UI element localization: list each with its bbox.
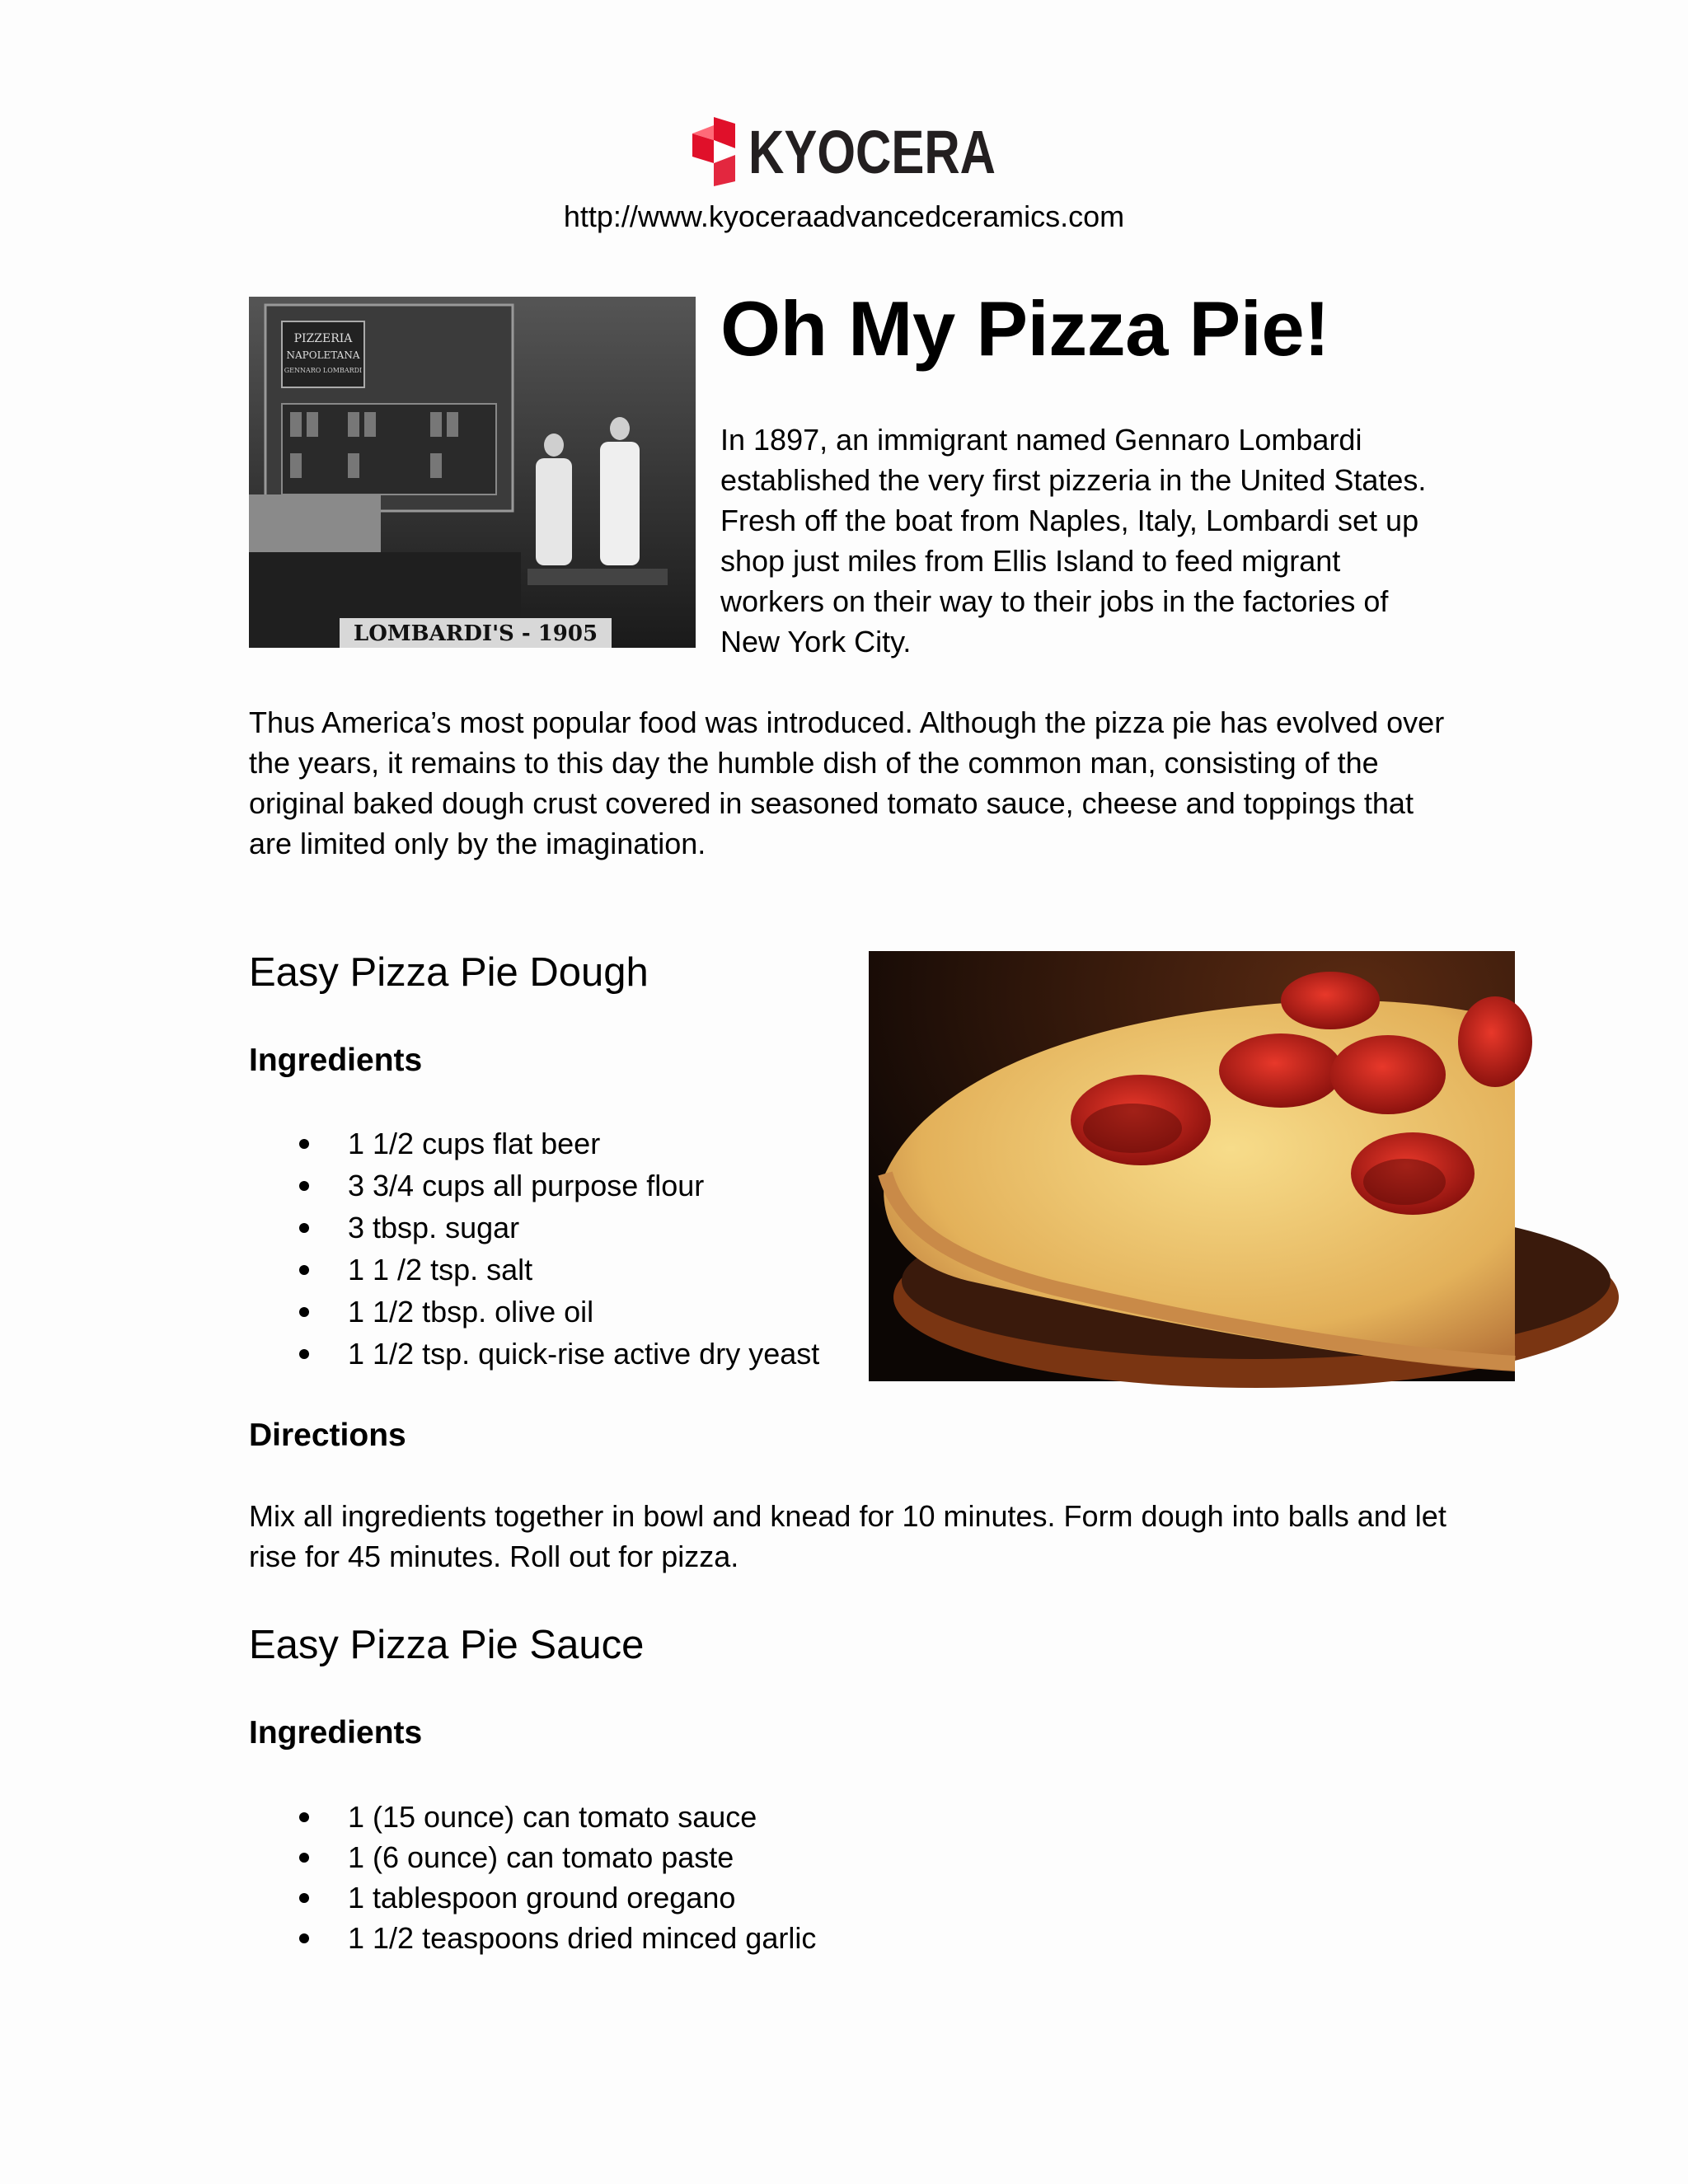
lombardis-photo-graphic	[249, 297, 696, 648]
kyocera-logo-mark	[692, 117, 735, 186]
history-paragraph: Thus America’s most popular food was introduced. Although the pizza pie has evolved over the years, it remains to this day the humble dish of the common man, consisting of the original baked dough crust covered in seasoned tomato sauce, cheese and toppings that are limited only by the imagination.	[249, 705, 1445, 860]
list-item: 1 1/2 tsp. quick-rise active dry yeast	[249, 1333, 819, 1375]
dough-section-heading: Easy Pizza Pie Dough	[249, 950, 649, 995]
dough-ingredients-heading: Ingredients	[249, 1043, 423, 1078]
website-url[interactable]: http://www.kyoceraadvancedceramics.com	[563, 199, 1125, 233]
storefront-sign-line2: NAPOLETANA	[286, 349, 360, 361]
dough-directions-text: Mix all ingredients together in bowl and knead for 10 minutes. Form dough into balls and let rise for 45 minutes. Roll out for pizza.	[249, 1499, 1447, 1573]
pepperoni-pizza-photo	[869, 951, 1515, 1381]
sauce-section-heading: Easy Pizza Pie Sauce	[249, 1623, 645, 1667]
list-item: 3 tbsp. sugar	[249, 1207, 819, 1249]
lombardis-1905-photo	[249, 297, 696, 648]
page-title: Oh My Pizza Pie!	[720, 285, 1329, 372]
list-item: 3 3/4 cups all purpose flour	[249, 1165, 819, 1207]
kyocera-logo	[689, 115, 1002, 186]
intro-paragraph: In 1897, an immigrant named Gennaro Lombardi established the very first pizzeria in the United States. Fresh off the boat from Naples, Italy, Lombardi set up shop just miles from Ellis Island to feed migrant workers on their way to their jobs in the factories of New York City.	[720, 423, 1427, 658]
dough-ingredients-list	[249, 1122, 819, 1375]
pizza-photo-graphic	[869, 951, 1515, 1381]
list-item: 1 1 /2 tsp. salt	[249, 1249, 819, 1291]
sauce-ingredients-heading: Ingredients	[249, 1715, 423, 1750]
photo-caption: LOMBARDI'S - 1905	[353, 621, 598, 646]
kyocera-logo-text: KYOCERA	[748, 118, 996, 186]
list-item: 1 (15 ounce) can tomato sauce	[249, 1797, 816, 1837]
list-item: 1 tablespoon ground oregano	[249, 1877, 816, 1918]
dough-directions-heading: Directions	[249, 1418, 406, 1453]
kyocera-logo-graphic	[689, 115, 1002, 186]
list-item: 1 1/2 cups flat beer	[249, 1122, 819, 1165]
list-item: 1 1/2 teaspoons dried minced garlic	[249, 1918, 816, 1958]
storefront-sign-line1: PIZZERIA	[293, 332, 353, 345]
list-item: 1 1/2 tbsp. olive oil	[249, 1291, 819, 1333]
storefront-sign-line3: GENNARO LOMBARDI	[284, 367, 363, 374]
list-item: 1 (6 ounce) can tomato paste	[249, 1837, 816, 1877]
sauce-ingredients-list	[249, 1797, 816, 1958]
